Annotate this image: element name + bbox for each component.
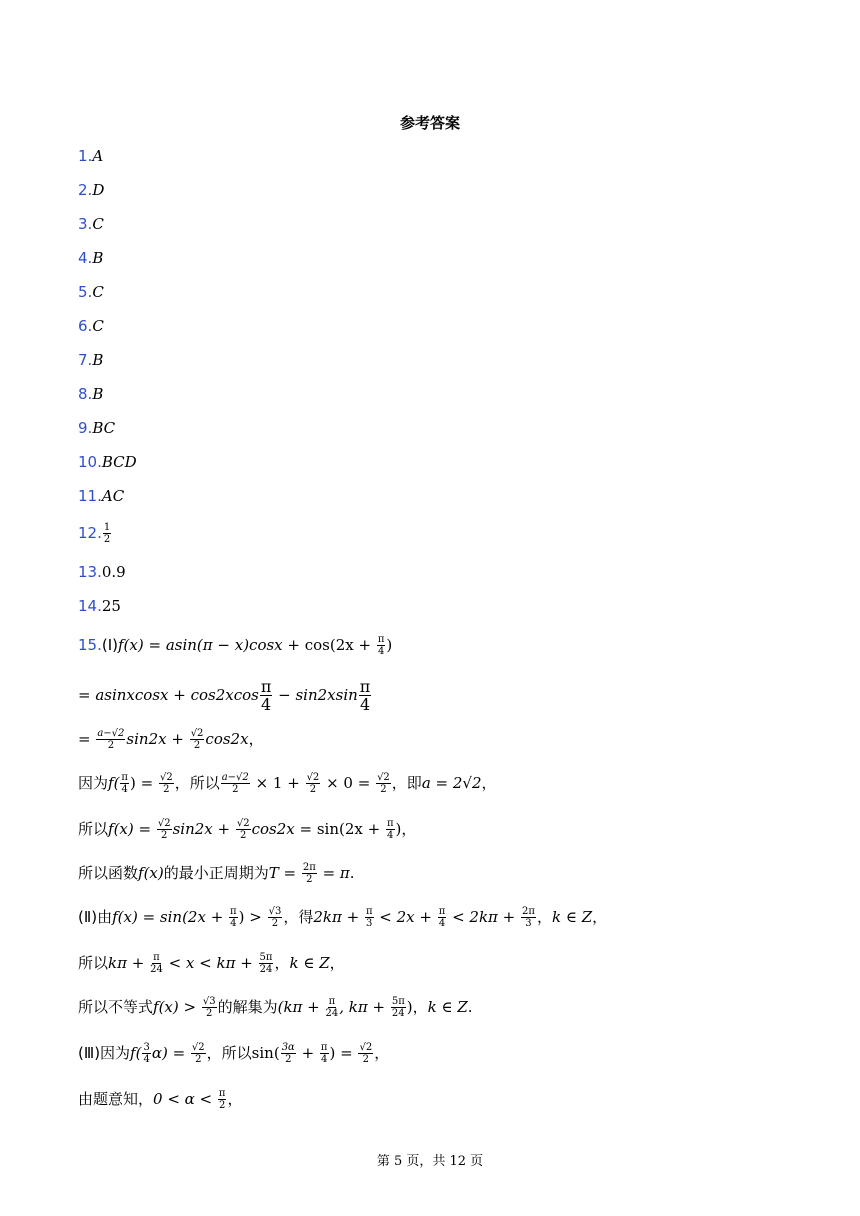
question-number: 5. — [78, 283, 93, 301]
fraction: $\frac{\pi}{4}$ — [359, 677, 371, 714]
fraction: $\frac{√2}{2}$ — [359, 1042, 373, 1065]
answer-value: B — [92, 385, 104, 403]
fraction: $\frac{√2}{2}$ — [306, 772, 320, 795]
answer-7 — [78, 350, 103, 370]
fraction: $\frac{\pi}{4}$ — [260, 677, 272, 714]
fraction: $\frac{3}{4}$ — [143, 1042, 150, 1065]
q15-line-8: 所以kπ + $\frac{\pi}{24}$ < x < kπ + $\frac{5\pi}{24}$ ，k ∈ Z， — [78, 952, 345, 975]
fraction: $\frac{√2}{2}$ — [191, 1042, 205, 1065]
fraction: $\frac{1}{2}$ — [103, 522, 111, 545]
fraction: $\frac{√2}{2}$ — [377, 772, 390, 795]
fraction: $\frac{√2}{2}$ — [159, 772, 173, 795]
answer-10 — [78, 452, 137, 472]
question-number: 12. — [78, 524, 102, 542]
fraction: $\frac{\pi}{24}$ — [325, 996, 339, 1019]
fraction: $\frac{\pi}{2}$ — [218, 1088, 226, 1111]
fraction: $\frac{\pi}{3}$ — [365, 906, 373, 929]
question-number: 4. — [78, 249, 93, 267]
fraction: $\frac{5\pi}{24}$ — [259, 952, 273, 975]
q15-line-4: 因为f( $\frac{\pi}{4}$ ) = $\frac{√2}{2}$ ，所以 $\frac{a-√2}{2}$ × 1 + $\frac{√2}{2}$ × 0 = $\frac{√2}{2}$ ，即a = 2√2， — [78, 772, 497, 795]
fraction: $\frac{a-√2}{2}$ — [97, 728, 125, 751]
answer-4 — [78, 248, 103, 268]
answer-value: C — [92, 317, 104, 335]
answer-value: B — [92, 249, 104, 267]
question-number: 8. — [78, 385, 93, 403]
answer-value: 25 — [101, 597, 121, 615]
q15-line-3: = $\frac{a-√2}{2}$ sin2x + $\frac{√2}{2}$ cos2x， — [78, 728, 264, 751]
fraction: $\frac{5\pi}{24}$ — [391, 996, 405, 1019]
q15-line-7: (Ⅱ)由f(x) = sin(2x + $\frac{\pi}{4}$ ) > $\frac{√3}{2}$ ，得2kπ + $\frac{\pi}{3}$ < 2x + $\frac{\pi}{4}$ < 2kπ + $\frac{2\pi}{3}$ ，k ∈ Z， — [78, 906, 608, 929]
answer-9 — [78, 418, 115, 438]
fraction: $\frac{√3}{2}$ — [202, 996, 216, 1019]
answer-12 — [78, 522, 112, 545]
answer-value: BC — [92, 419, 116, 437]
answer-value: C — [92, 283, 104, 301]
fraction: $\frac{\pi}{4}$ — [438, 906, 446, 929]
fraction: $\frac{3\alpha}{2}$ — [281, 1042, 295, 1065]
fraction: $\frac{√2}{2}$ — [236, 818, 250, 841]
answer-value: C — [92, 215, 104, 233]
fraction: $\frac{√2}{2}$ — [157, 818, 171, 841]
fraction: $\frac{\pi}{24}$ — [150, 952, 163, 975]
question-number: 3. — [78, 215, 93, 233]
fraction: $\frac{\pi}{4}$ — [121, 772, 128, 795]
fraction: $\frac{\pi}{4}$ — [377, 634, 385, 657]
answer-value: B — [92, 351, 104, 369]
question-number: 11. — [78, 487, 102, 505]
answer-14 — [78, 596, 121, 616]
q15-line-9: 所以不等式f(x) > $\frac{√3}{2}$ 的解集为(kπ + $\frac{\pi}{24}$ , kπ + $\frac{5\pi}{24}$ )，k ∈ Z. — [78, 996, 473, 1019]
q15-line-11: 由题意知，0 < α < $\frac{\pi}{2}$ ， — [78, 1088, 243, 1111]
answer-value: AC — [101, 487, 125, 505]
question-number: 13. — [78, 563, 102, 581]
page-title: 参考答案 — [399, 114, 460, 132]
question-number: 14. — [78, 597, 102, 615]
question-number: 6. — [78, 317, 93, 335]
q15-line-6: 所以函数f(x)的最小正周期为T = $\frac{2\pi}{2}$ = π. — [78, 862, 355, 885]
answer-13 — [78, 562, 126, 582]
answer-value: BCD — [101, 453, 137, 471]
fraction: $\frac{\pi}{4}$ — [320, 1042, 328, 1065]
answer-3 — [78, 214, 104, 234]
fraction: $\frac{\pi}{4}$ — [230, 906, 237, 929]
q15-line-2: = asinxcosx + cos2xcos $\frac{\pi}{4}$ − sin2xsin $\frac{\pi}{4}$ — [78, 677, 371, 714]
answer-5 — [78, 282, 104, 302]
fraction: $\frac{a-√2}{2}$ — [221, 772, 249, 795]
question-number: 7. — [78, 351, 93, 369]
page-footer: 第 5 页，共 12 页 — [376, 1154, 484, 1169]
fraction: $\frac{√2}{2}$ — [190, 728, 204, 751]
answer-value: D — [92, 181, 105, 199]
fraction: $\frac{2\pi}{3}$ — [522, 906, 535, 929]
question-number: 1. — [78, 147, 93, 165]
q15-line-10: (Ⅲ)因为f( $\frac{3}{4}$ α) = $\frac{√2}{2}$ ，所以sin( $\frac{3\alpha}{2}$ + $\frac{\pi}{4}$ ) = $\frac{√2}{2}$ ， — [78, 1042, 390, 1065]
q15-line-1: 15.(Ⅰ)f(x) = asin(π − x)cosx + cos(2x + $\frac{\pi}{4}$ ) — [78, 634, 393, 657]
q15-line-5: 所以f(x) = $\frac{√2}{2}$ sin2x + $\frac{√2}{2}$ cos2x = sin(2x + $\frac{\pi}{4}$ )， — [78, 818, 417, 841]
answer-value: 0.9 — [101, 563, 126, 581]
answer-8 — [78, 384, 103, 404]
fraction: $\frac{\pi}{4}$ — [386, 818, 394, 841]
fraction: $\frac{√3}{2}$ — [268, 906, 282, 929]
answer-6 — [78, 316, 104, 336]
question-number: 2. — [78, 181, 93, 199]
question-number: 9. — [78, 419, 93, 437]
question-number: 10. — [78, 453, 102, 471]
answer-2 — [78, 180, 104, 200]
answer-11 — [78, 486, 124, 506]
answer-1 — [78, 146, 103, 166]
fraction: $\frac{2\pi}{2}$ — [302, 862, 316, 885]
answer-value: A — [92, 147, 104, 165]
question-number: 15. — [78, 636, 102, 654]
